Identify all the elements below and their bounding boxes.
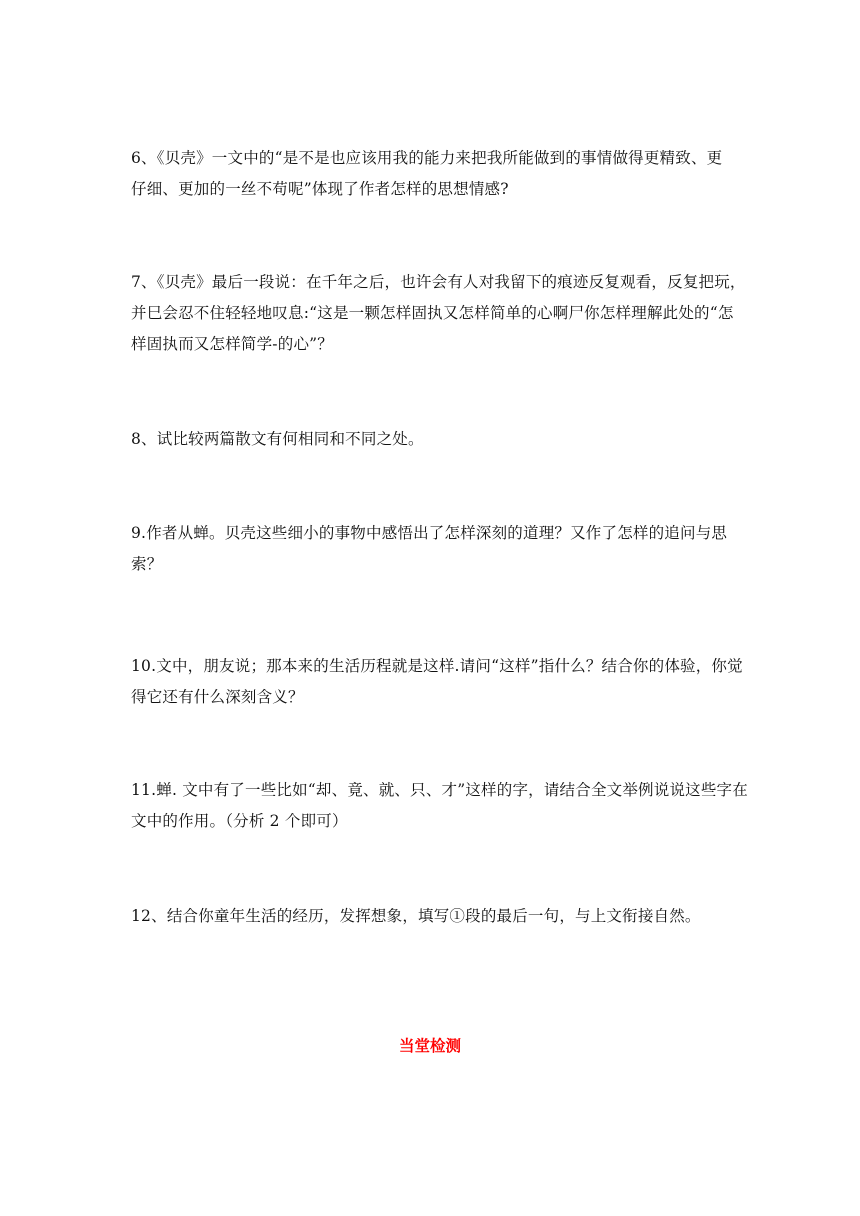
question-7: [131, 267, 746, 360]
question-9-line-1: 9.作者从蝉。贝壳这些细小的事物中感悟出了怎样深刻的道理？又作了怎样的追问与思: [131, 524, 728, 542]
question-10: [131, 651, 743, 713]
question-9-line-2: 索？: [131, 555, 163, 573]
question-11-line-2: 文中的作用。（分析 2 个即可）: [131, 812, 348, 830]
question-11: [131, 775, 748, 837]
question-8-line-1: 8、试比较两篇散文有何相同和不同之处。: [131, 430, 424, 448]
question-7-line-2: 并巳会忍不住轻轻地叹息:“这是一颗怎样固执又怎样简单的心啊尸你怎样理解此处的“怎: [131, 304, 734, 322]
question-6: [131, 143, 735, 205]
question-11-line-1: 11.蝉. 文中有了一些比如“却、竟、就、只、才”这样的字，请结合全文举例说说这些字在: [131, 781, 748, 799]
section-title: 当堂检测: [398, 1036, 461, 1055]
question-7-line-3: 样固执而又怎样简学-的心”？: [131, 335, 333, 353]
question-6-line-1: 6、《贝壳》一文中的“是不是也应该用我的能力来把我所能做到的事情做得更精致、更: [131, 149, 723, 167]
question-10-line-2: 得它还有什么深刻含义？: [131, 688, 304, 706]
question-12: [131, 901, 735, 932]
question-7-line-1: 7、《贝壳》最后一段说：在千年之后，也许会有人对我留下的痕迹反复观看，反复把玩，: [131, 273, 746, 291]
question-6-line-2: 仔细、更加的一丝不苟呢”体现了作者怎样的思想情感?: [131, 180, 509, 198]
question-12-line-1: 12、结合你童年生活的经历，发挥想象，填写①段的最后一句，与上文衔接自然。: [131, 907, 701, 925]
question-10-line-1: 10.文中，朋友说；那本来的生活历程就是这样.请问“这样”指什么？结合你的体验，你觉: [131, 657, 743, 675]
question-9: [131, 518, 735, 580]
question-8: [131, 424, 735, 455]
